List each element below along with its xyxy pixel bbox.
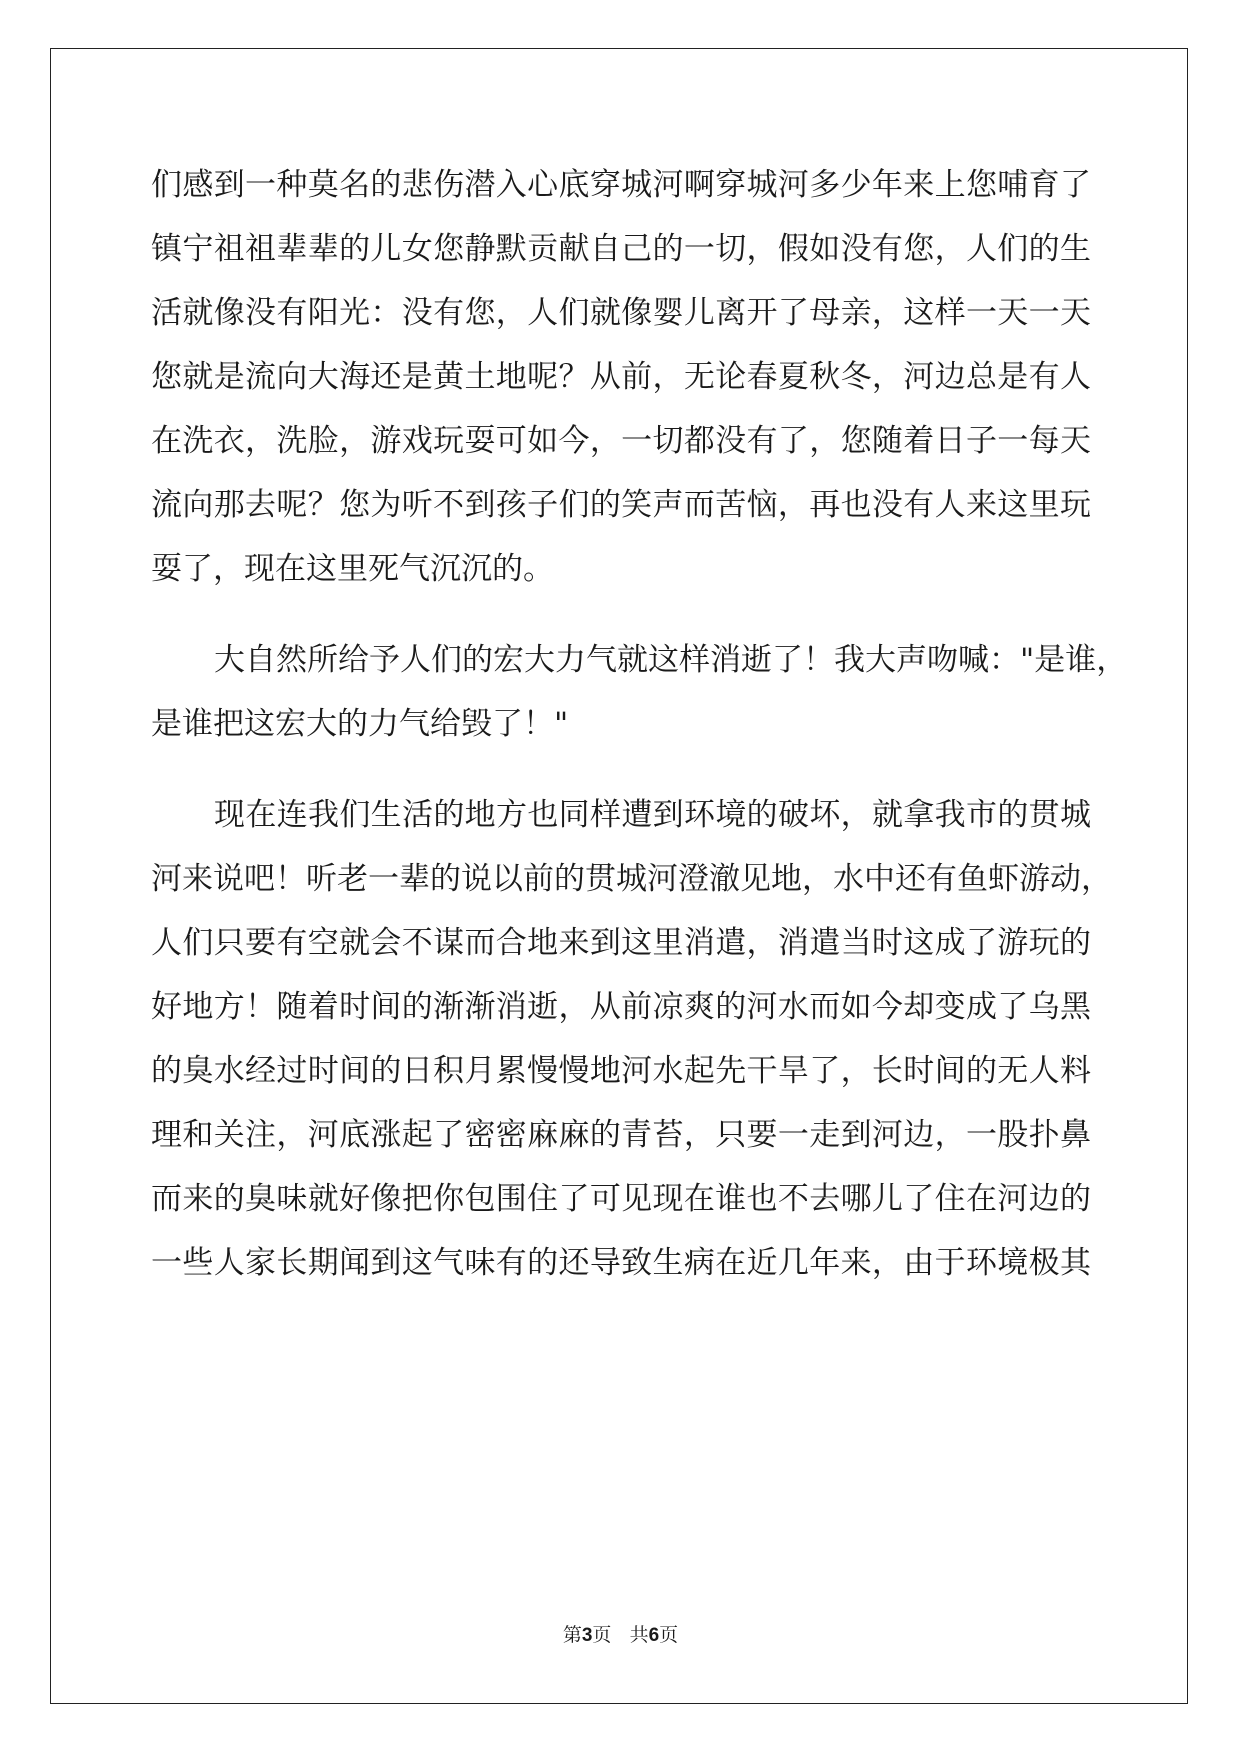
text-line: 河来说吧！听老一辈的说以前的贯城河澄澈见地，水中还有鱼虾游动，	[151, 861, 1112, 897]
text-line: 活就像没有阳光：没有您，人们就像婴儿离开了母亲，这样一天一天	[151, 295, 1091, 331]
page-label-prefix: 第	[562, 1624, 582, 1646]
page-label-suffix: 页	[592, 1624, 612, 1646]
text-line: 一些人家长期闻到这气味有的还导致生病在近几年来，由于环境极其	[151, 1245, 1091, 1281]
text-line: 是谁把这宏大的力气给毁了！"	[151, 706, 569, 742]
total-pages: 6	[648, 1625, 660, 1646]
page-number: 3	[581, 1625, 593, 1646]
text-line: 而来的臭味就好像把你包围住了可见现在谁也不去哪儿了住在河边的	[151, 1181, 1091, 1217]
total-label-prefix: 共	[629, 1624, 649, 1646]
document-body	[151, 153, 1128, 1295]
text-line: 好地方！随着时间的渐渐消逝，从前凉爽的河水而如今却变成了乌黑	[151, 989, 1091, 1025]
text-line: 镇宁祖祖辈辈的儿女您静默贡献自己的一切，假如没有您，人们的生	[151, 231, 1091, 267]
text-line: 您就是流向大海还是黄土地呢？从前，无论春夏秋冬，河边总是有人	[151, 359, 1091, 395]
total-label-suffix: 页	[659, 1624, 679, 1646]
text-line: 们感到一种莫名的悲伤潜入心底穿城河啊穿城河多少年来上您哺育了	[151, 167, 1091, 203]
text-line: 现在连我们生活的地方也同样遭到环境的破坏，就拿我市的贯城	[214, 797, 1091, 833]
text-line: 大自然所给予人们的宏大力气就这样消逝了！我大声吻喊："是谁，	[214, 642, 1128, 678]
paragraph-2	[151, 628, 1128, 756]
paragraph-3	[151, 783, 1112, 1295]
text-line: 人们只要有空就会不谋而合地来到这里消遣，消遣当时这成了游玩的	[151, 925, 1091, 961]
paragraph-1	[151, 153, 1091, 601]
text-line: 理和关注，河底涨起了密密麻麻的青苔，只要一走到河边，一股扑鼻	[151, 1117, 1091, 1153]
text-line: 的臭水经过时间的日积月累慢慢地河水起先干旱了，长时间的无人料	[151, 1053, 1091, 1089]
text-line: 耍了，现在这里死气沉沉的。	[151, 551, 554, 587]
page-footer	[0, 1620, 1241, 1647]
text-line: 流向那去呢？您为听不到孩子们的笑声而苦恼，再也没有人来这里玩	[151, 487, 1091, 523]
text-line: 在洗衣，洗脸，游戏玩耍可如今，一切都没有了，您随着日子一每天	[151, 423, 1091, 459]
